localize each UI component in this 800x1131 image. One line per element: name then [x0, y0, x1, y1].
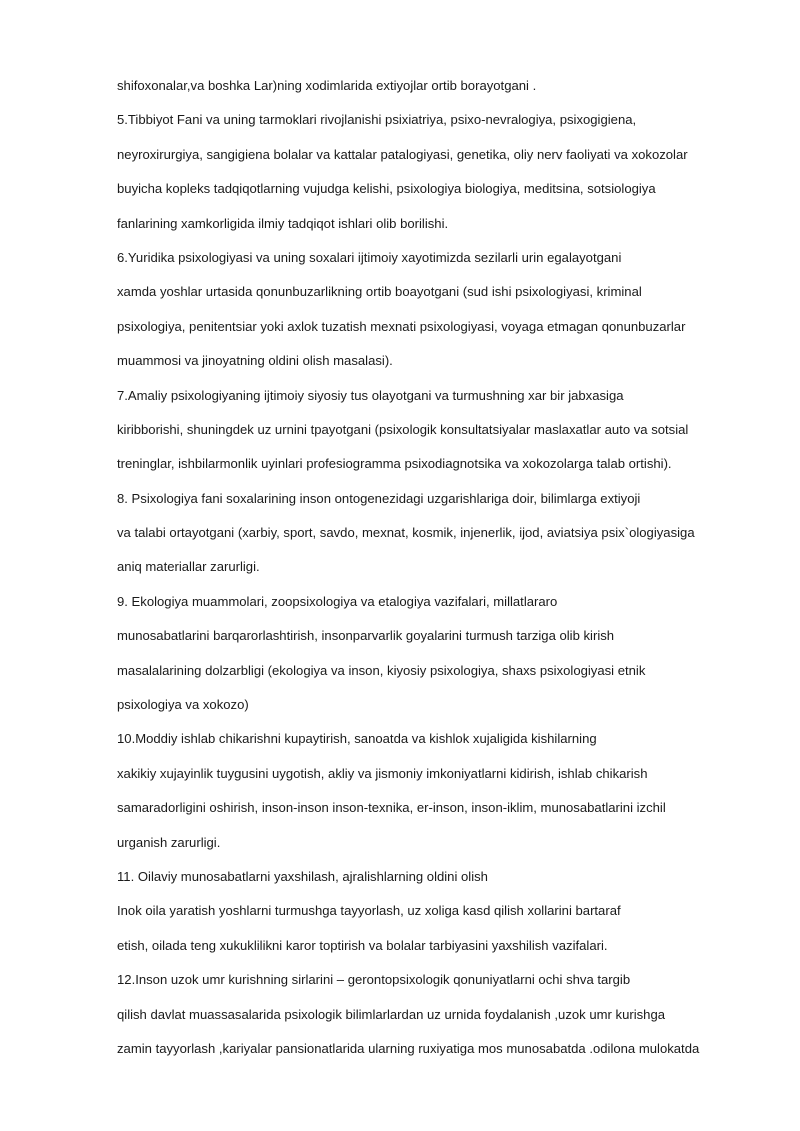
text-line: 5.Tibbiyot Fani va uning tarmoklari rivojlanishi psixiatriya, psixo-nevralogiya, psixogigiena, — [117, 112, 637, 128]
text-line: xamda yoshlar urtasida qonunbuzarlikning ortib boayotgani (sud ishi psixologiyasi, kriminal — [117, 284, 642, 300]
text-line: etish, oilada teng xukuklilikni karor toptirish va bolalar tarbiyasini yaxshilish vazifalari. — [117, 937, 608, 953]
text-line: qilish davlat muassasalarida psixologik bilimlarlardan uz urnida foydalanish ,uzok umr kurishga — [117, 1006, 666, 1022]
text-line: samaradorligini oshirish, inson-inson inson-texnika, er-inson, inson-iklim, munosabatlarini izchil — [117, 800, 666, 816]
text-line: munosabatlarini barqarorlashtirish, insonparvarlik goyalarini turmush tarziga olib kirish — [117, 628, 615, 644]
text-line: shifoxonalar,va boshka Lar)ning xodimlarida extiyojlar ortib borayotgani . — [117, 78, 537, 93]
text-line: treninglar, ishbilarmonlik uyinlari profesiogramma psixodiagnotsika va xokozolarga talab ortishi). — [117, 456, 672, 472]
text-line: Inok oila yaratish yoshlarni turmushga tayyorlash, uz xoliga kasd qilish xollarini bartaraf — [117, 903, 621, 919]
text-line: xakikiy xujayinlik tuygusini uygotish, akliy va jismoniy imkoniyatlarni kidirish, ishlab chikarish — [117, 765, 648, 781]
text-line: va talabi ortayotgani (xarbiy, sport, savdo, mexnat, kosmik, injenerlik, ijod, aviatsiya psix`ologiyasiga — [117, 525, 695, 541]
text-line: psixologiya, penitentsiar yoki axlok tuzatish mexnati psixologiyasi, voyaga etmagan qonunbuzarlar — [117, 318, 686, 334]
text-line: 11. Oilaviy munosabatlarni yaxshilash, ajralishlarning oldini olish — [117, 868, 488, 884]
text-line: muammosi va jinoyatning oldini olish masalasi). — [117, 353, 393, 369]
text-line: zamin tayyorlash ,kariyalar pansionatlarida ularning ruxiyatiga mos munosabatda .odilona mulokatda — [117, 1040, 700, 1056]
text-line: kiribborishi, shuningdek uz urnini tpayotgani (psixologik konsultatsiyalar maslaxatlar auto va sotsial — [117, 421, 689, 437]
text-line: psixologiya va xokozo) — [117, 697, 249, 713]
text-line: aniq materiallar zarurligi. — [117, 559, 260, 575]
text-line: 7.Amaliy psixologiyaning ijtimoiy siyosiy tus olayotgani va turmushning xar bir jabxasiga — [117, 387, 624, 403]
text-line: urganish zarurligi. — [117, 834, 221, 850]
text-line: 9. Ekologiya muammolari, zoopsixologiya va etalogiya vazifalari, millatlararo — [117, 593, 558, 609]
document-body — [117, 71, 797, 1068]
text-line: 6.Yuridika psixologiyasi va uning soxalari ijtimoiy xayotimizda sezilarli urin egalayotgani — [117, 249, 622, 265]
text-line: 12.Inson uzok umr kurishning sirlarini – gerontopsixologik qonuniyatlarni ochi shva targib — [117, 972, 631, 988]
text-line: masalalarining dolzarbligi (ekologiya va inson, kiyosiy psixologiya, shaxs psixologiyasi etnik — [117, 662, 646, 678]
text-line: 10.Moddiy ishlab chikarishni kupaytirish, sanoatda va kishlok xujaligida kishilarning — [117, 731, 597, 747]
text-line: fanlarining xamkorligida ilmiy tadqiqot ishlari olib borilishi. — [117, 215, 449, 231]
text-line: 8. Psixologiya fani soxalarining inson ontogenezidagi uzgarishlariga doir, bilimlarga extiyoji — [117, 490, 641, 506]
text-line: buyicha kopleks tadqiqotlarning vujudga kelishi, psixologiya biologiya, meditsina, sotsiologiya — [117, 181, 656, 197]
text-line: neyroxirurgiya, sangigiena bolalar va kattalar patalogiyasi, genetika, oliy nerv faoliyati va xokozolar — [117, 146, 688, 162]
